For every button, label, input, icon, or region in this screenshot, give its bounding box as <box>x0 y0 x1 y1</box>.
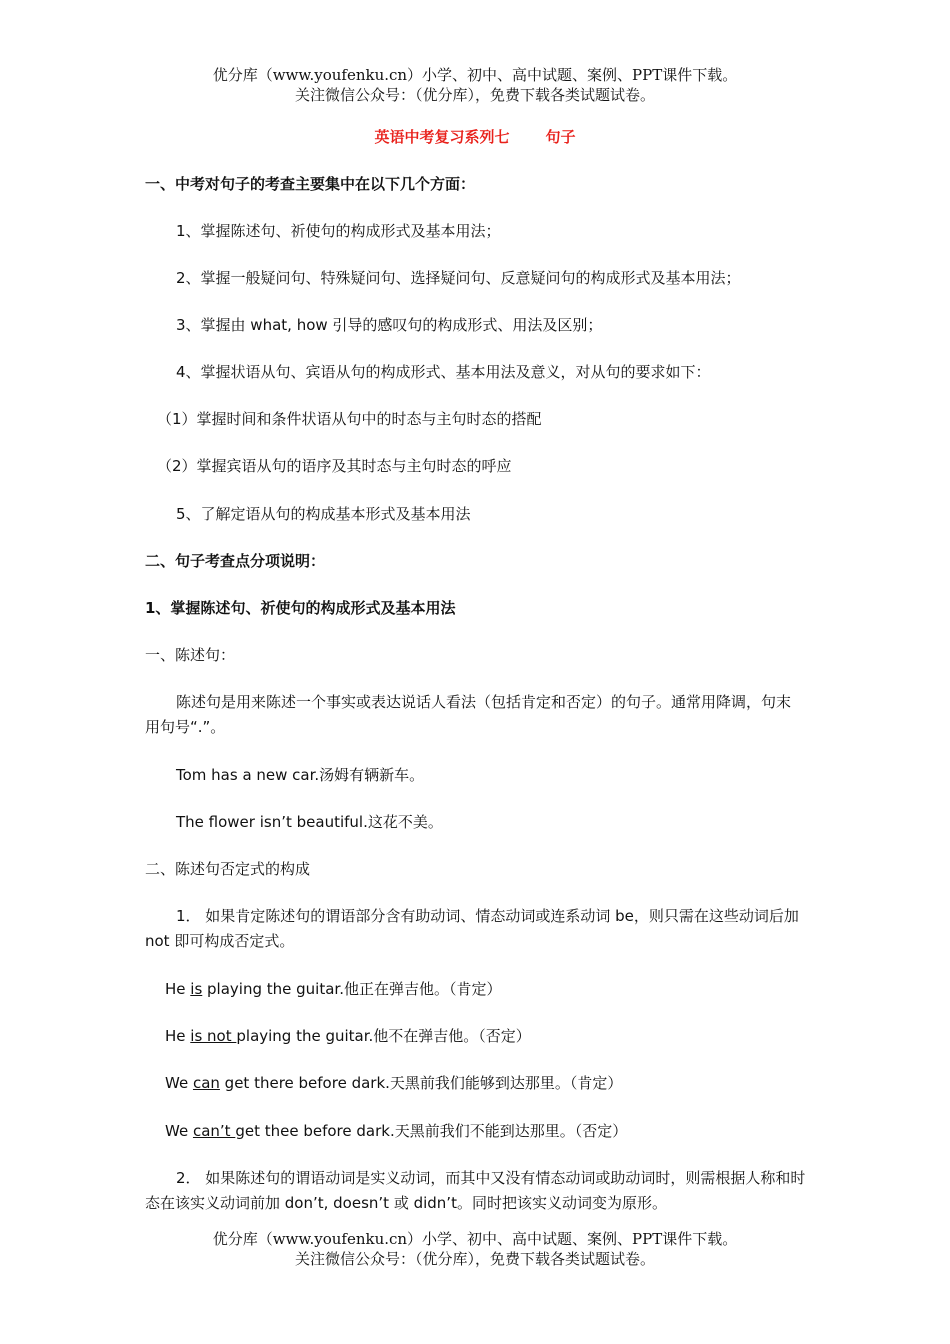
example-c-post: get there before dark.天黑前我们能够到达那里。（肯定） <box>219 1074 623 1092</box>
example-c <box>165 1073 622 1093</box>
section2-heading: 二、句子考查点分项说明： <box>145 552 326 570</box>
rule-1: 1． 如果肯定陈述句的谓语部分含有助动词、情态动词或连系动词 be，则只需在这些动词后加 not 即可构成否定式。 <box>145 907 799 950</box>
example-c-pre: We <box>165 1074 193 1092</box>
footer-line-2: 关注微信公众号：（优分库），免费下载各类试题试卷。 <box>294 1250 655 1268</box>
footer-line-1: 优分库（www.youfenku.cn）小学、初中、高中试题、案例、PPT课件下载。 <box>212 1230 738 1248</box>
example-a-post: playing the guitar.他正在弹吉他。（肯定） <box>202 980 502 998</box>
part1-label: 一、陈述句： <box>145 646 236 664</box>
section1-heading: 一、中考对句子的考查主要集中在以下几个方面： <box>145 175 476 193</box>
part1-description: 陈述句是用来陈述一个事实或表达说话人看法（包括肯定和否定）的句子。通常用降调，句末用句号“.”。 <box>145 693 792 736</box>
title-main: 英语中考复习系列七 <box>374 128 510 146</box>
example-1: Tom has a new car.汤姆有辆新车。 <box>176 766 425 784</box>
example-d <box>165 1121 627 1141</box>
part2-label: 二、陈述句否定式的构成 <box>145 860 311 878</box>
example-d-pre: We <box>165 1122 193 1140</box>
section1-item-3: 3、掌握由 what, how 引导的感叹句的构成形式、用法及区别； <box>176 316 603 334</box>
document-title <box>0 127 950 147</box>
section1-item-4: 4、掌握状语从句、宾语从句的构成形式、基本用法及意义，对从句的要求如下： <box>176 363 711 381</box>
example-b-post: playing the guitar.他不在弹吉他。（否定） <box>236 1027 531 1045</box>
example-a <box>165 979 501 999</box>
rule-2: 2． 如果陈述句的谓语动词是实义动词，而其中又没有情态动词或助动词时，则需根据人称和时态在该实义动词前加 don’t, doesn’t 或 didn’t。同时把该实义动词变为原形。 <box>145 1169 806 1212</box>
section1-item-5: 5、了解定语从句的构成基本形式及基本用法 <box>176 505 471 523</box>
example-b-underlined: is not <box>190 1027 237 1045</box>
example-b <box>165 1026 531 1046</box>
example-2: The flower isn’t beautiful.这花不美。 <box>176 813 443 831</box>
example-b-pre: He <box>165 1027 191 1045</box>
section2-sub1: 1、掌握陈述句、祈使句的构成形式及基本用法 <box>145 599 456 617</box>
example-c-underlined: can <box>192 1074 220 1092</box>
example-a-pre: He <box>165 980 191 998</box>
header-line-1: 优分库（www.youfenku.cn）小学、初中、高中试题、案例、PPT课件下载。 <box>212 66 738 84</box>
example-a-underlined: is <box>190 980 203 998</box>
header-line-2: 关注微信公众号：（优分库），免费下载各类试题试卷。 <box>294 86 655 104</box>
section1-item-2: 2、掌握一般疑问句、特殊疑问句、选择疑问句、反意疑问句的构成形式及基本用法； <box>176 269 741 287</box>
section1-item-4-1: （1）掌握时间和条件状语从句中的时态与主句时态的搭配 <box>157 410 542 428</box>
example-d-underlined: can’t <box>192 1122 236 1140</box>
example-d-post: get thee before dark.天黑前我们不能到达那里。（否定） <box>235 1122 628 1140</box>
title-topic: 句子 <box>545 128 576 146</box>
section1-item-4-2: （2）掌握宾语从句的语序及其时态与主句时态的呼应 <box>157 457 512 475</box>
section1-item-1: 1、掌握陈述句、祈使句的构成形式及基本用法； <box>176 222 501 240</box>
